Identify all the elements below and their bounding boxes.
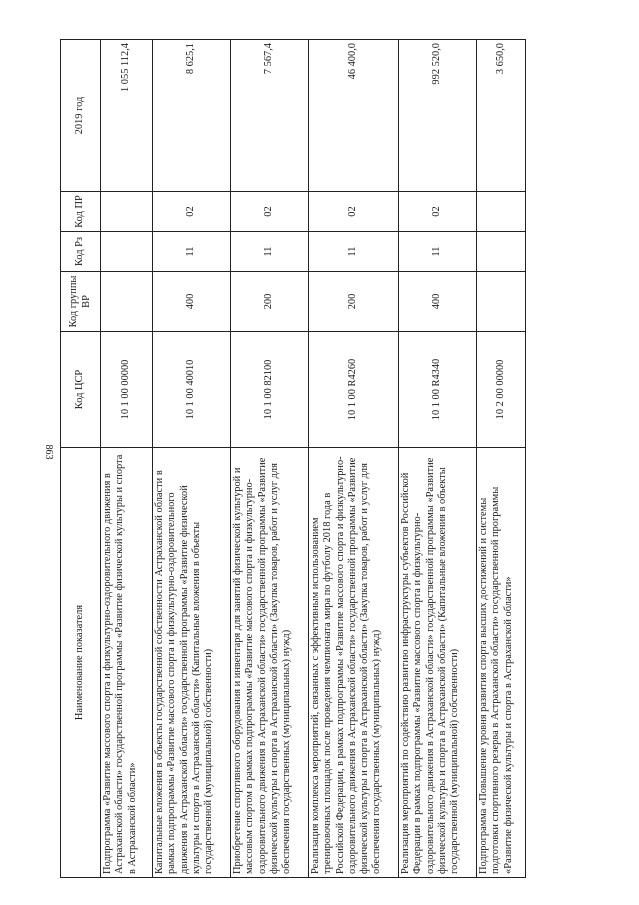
table-row [309, 40, 399, 878]
row-year: 8 625,1 [153, 40, 231, 192]
header-vr: Код группы ВР [61, 272, 101, 332]
row-vr [477, 272, 526, 332]
row-csr: 10 1 00 R4340 [399, 332, 477, 448]
row-name: Реализация комплекса мероприятий, связанных с эффективным использованием тренировочных площадок после проведения чемпионата мира по футболу 2018 года в Российской Федерации, в рамках подпрограммы «Развитие массового спорта и физкультурно-оздоровительного движения в Астраханской области» государственной программы «Развитие физической культуры и спорта в Астраханской области» (Закупка товаров, работ и услуг для обеспечения государственных (муниципальных) нужд) [309, 448, 399, 878]
header-name: Наименование показателя [61, 448, 101, 878]
row-rz: 11 [399, 232, 477, 272]
row-pr: 02 [309, 192, 399, 232]
row-pr [101, 192, 153, 232]
row-vr: 400 [399, 272, 477, 332]
row-pr: 02 [231, 192, 309, 232]
header-rz: Код Рз [61, 232, 101, 272]
row-name: Реализация мероприятий по содействию развитию инфраструктуры субъектов Российской Федерации в рамках подпрограммы «Развитие массового спорта и физкультурно-оздоровительного движения в Астраханской области» государственной программы «Развитие физической культуры и спорта в Астраханской области» (Капитальные вложения в объекты государственной (муниципальной) собственности) [399, 448, 477, 878]
row-rz: 11 [309, 232, 399, 272]
row-csr: 10 1 00 82100 [231, 332, 309, 448]
row-csr: 10 2 00 00000 [477, 332, 526, 448]
row-year: 3 650,0 [477, 40, 526, 192]
table-header-row [61, 40, 101, 878]
row-name: Приобретение спортивного оборудования и инвентаря для занятий физической культурой и массовым спортом в рамках подпрограммы «Развитие массового спорта и физкультурно-оздоровительного движения в Астраханской области» государственной программы «Развитие физической культуры и спорта в Астраханской области» (Закупка товаров, работ и услуг для обеспечения государственных (муниципальных) нужд) [231, 448, 309, 878]
row-name: Капитальные вложения в объекты государственной собственности Астраханской области в рамках подпрограммы «Развитие массового спорта и физкультурно-оздоровительного движения в Астраханской области» государственной программы «Развитие физической культуры и спорта в Астраханской области» (Капитальные вложения в объекты государственной (муниципальной) собственности) [153, 448, 231, 878]
row-rz [477, 232, 526, 272]
budget-table [60, 39, 526, 878]
table-row [399, 40, 477, 878]
row-pr: 02 [399, 192, 477, 232]
budget-table-container [60, 40, 525, 878]
row-rz: 11 [153, 232, 231, 272]
row-csr: 10 1 00 R4260 [309, 332, 399, 448]
row-name: Подпрограмма «Повышение уровня развития спорта высших достижений и системы подготовки спортивного резерва в Астраханской области» государственной программы «Развитие физической культуры и спорта в Астраханской области» [477, 448, 526, 878]
table-row [477, 40, 526, 878]
row-csr: 10 1 00 40010 [153, 332, 231, 448]
row-year: 1 055 112,4 [101, 40, 153, 192]
row-rz [101, 232, 153, 272]
table-row [231, 40, 309, 878]
header-year: 2019 год [61, 40, 101, 192]
row-vr: 400 [153, 272, 231, 332]
row-pr: 02 [153, 192, 231, 232]
row-rz: 11 [231, 232, 309, 272]
row-year: 46 400,0 [309, 40, 399, 192]
page-number: 863 [43, 444, 54, 460]
row-year: 7 567,4 [231, 40, 309, 192]
row-csr: 10 1 00 00000 [101, 332, 153, 448]
row-pr [477, 192, 526, 232]
row-vr: 200 [309, 272, 399, 332]
table-row [153, 40, 231, 878]
row-name: Подпрограмма «Развитие массового спорта и физкультурно-оздоровительного движения в Астраханской области» государственной программы «Развитие физической культуры и спорта в Астраханской области» [101, 448, 153, 878]
row-year: 992 520,0 [399, 40, 477, 192]
header-pr: Код ПР [61, 192, 101, 232]
row-vr: 200 [231, 272, 309, 332]
rotated-table [60, 40, 525, 878]
table-row [101, 40, 153, 878]
row-vr [101, 272, 153, 332]
header-csr: Код ЦСР [61, 332, 101, 448]
